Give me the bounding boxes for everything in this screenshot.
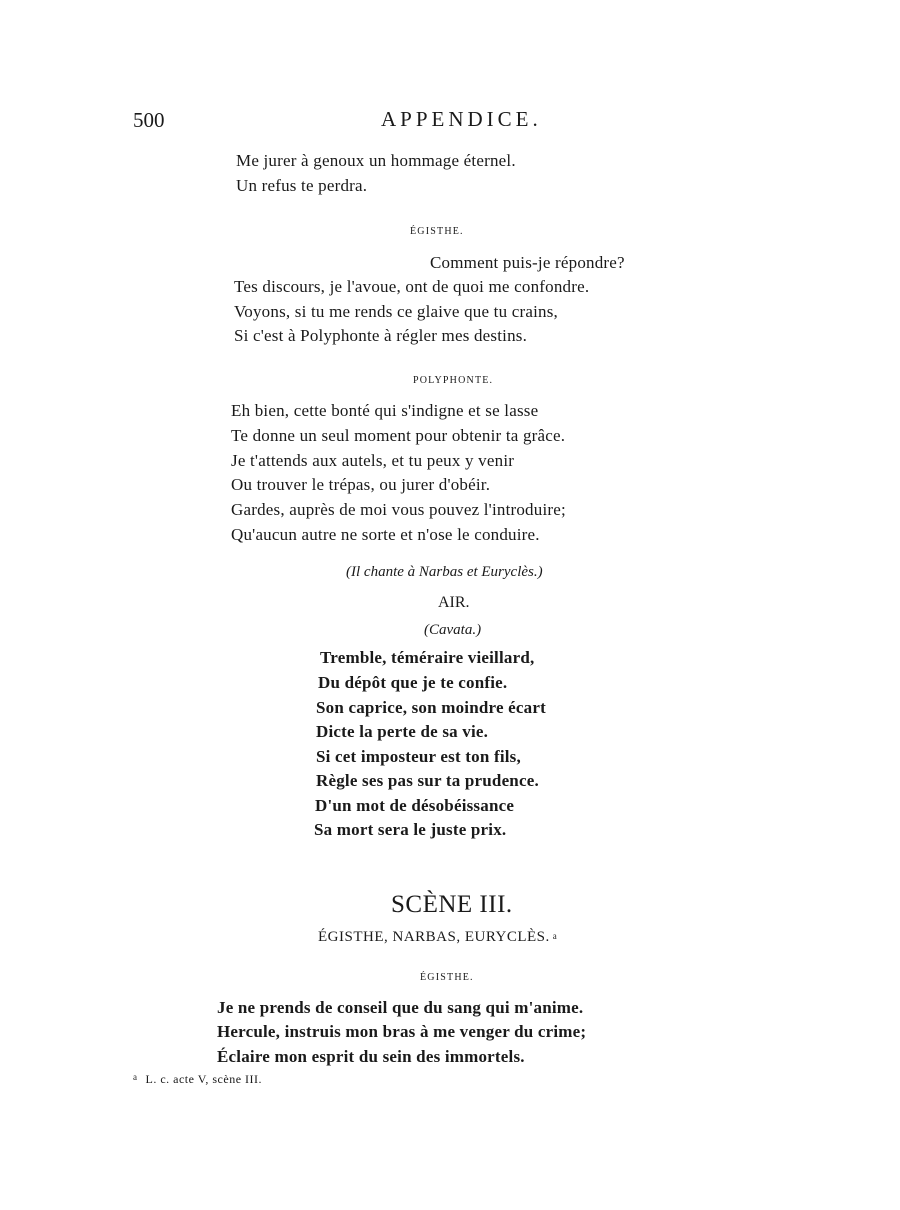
air-subtitle: (Cavata.)	[424, 622, 482, 638]
verse-line: Comment puis-je répondre?	[430, 253, 625, 272]
air-line: Du dépôt que je te confie.	[318, 673, 508, 692]
verse-line: Éclaire mon esprit du sein des immortels.	[217, 1047, 525, 1066]
verse-line: Je t'attends aux autels, et tu peux y venir	[231, 451, 515, 470]
air-line: D'un mot de désobéissance	[315, 796, 515, 815]
page-number: 500	[133, 108, 165, 132]
speaker-name: ÉGISTHE.	[420, 972, 474, 983]
speaker-name: ÉGISTHE.	[410, 226, 464, 237]
characters-text: ÉGISTHE, NARBAS, EURYCLÈS.	[318, 929, 550, 945]
verse-line: Si c'est à Polyphonte à régler mes destins.	[234, 326, 528, 345]
verse-line: Me jurer à genoux un hommage éternel.	[236, 151, 516, 170]
air-label: AIR.	[438, 594, 470, 611]
verse-line: Qu'aucun autre ne sorte et n'ose le conduire.	[231, 525, 540, 544]
scene-title: SCÈNE III.	[391, 891, 513, 918]
verse-line: Tes discours, je l'avoue, ont de quoi me confondre.	[234, 277, 590, 296]
stage-direction: (Il chante à Narbas et Euryclès.)	[346, 564, 543, 580]
footnote	[133, 1072, 262, 1087]
verse-line: Je ne prends de conseil que du sang qui m'anime.	[217, 998, 584, 1017]
verse-line: Gardes, auprès de moi vous pouvez l'introduire;	[231, 500, 566, 519]
scene-characters	[318, 929, 557, 946]
air-line: Sa mort sera le juste prix.	[314, 820, 507, 839]
footnote-text: L. c. acte V, scène III.	[145, 1072, 263, 1086]
air-line: Son caprice, son moindre écart	[316, 698, 546, 717]
air-line: Règle ses pas sur ta prudence.	[316, 771, 539, 790]
air-line: Si cet imposteur est ton fils,	[316, 747, 521, 766]
verse-line: Hercule, instruis mon bras à me venger du crime;	[217, 1022, 587, 1041]
verse-line: Un refus te perdra.	[236, 176, 368, 195]
footnote-reference: a	[552, 931, 558, 941]
speaker-name: POLYPHONTE.	[413, 375, 494, 386]
running-title: APPENDICE.	[381, 107, 542, 131]
footnote-mark: a	[133, 1072, 138, 1082]
verse-line: Te donne un seul moment pour obtenir ta grâce.	[231, 426, 566, 445]
verse-line: Voyons, si tu me rends ce glaive que tu crains,	[234, 302, 558, 321]
air-line: Dicte la perte de sa vie.	[316, 722, 489, 741]
verse-line: Ou trouver le trépas, ou jurer d'obéir.	[231, 475, 491, 494]
verse-line: Eh bien, cette bonté qui s'indigne et se lasse	[231, 401, 539, 420]
air-line: Tremble, téméraire vieillard,	[320, 648, 535, 667]
